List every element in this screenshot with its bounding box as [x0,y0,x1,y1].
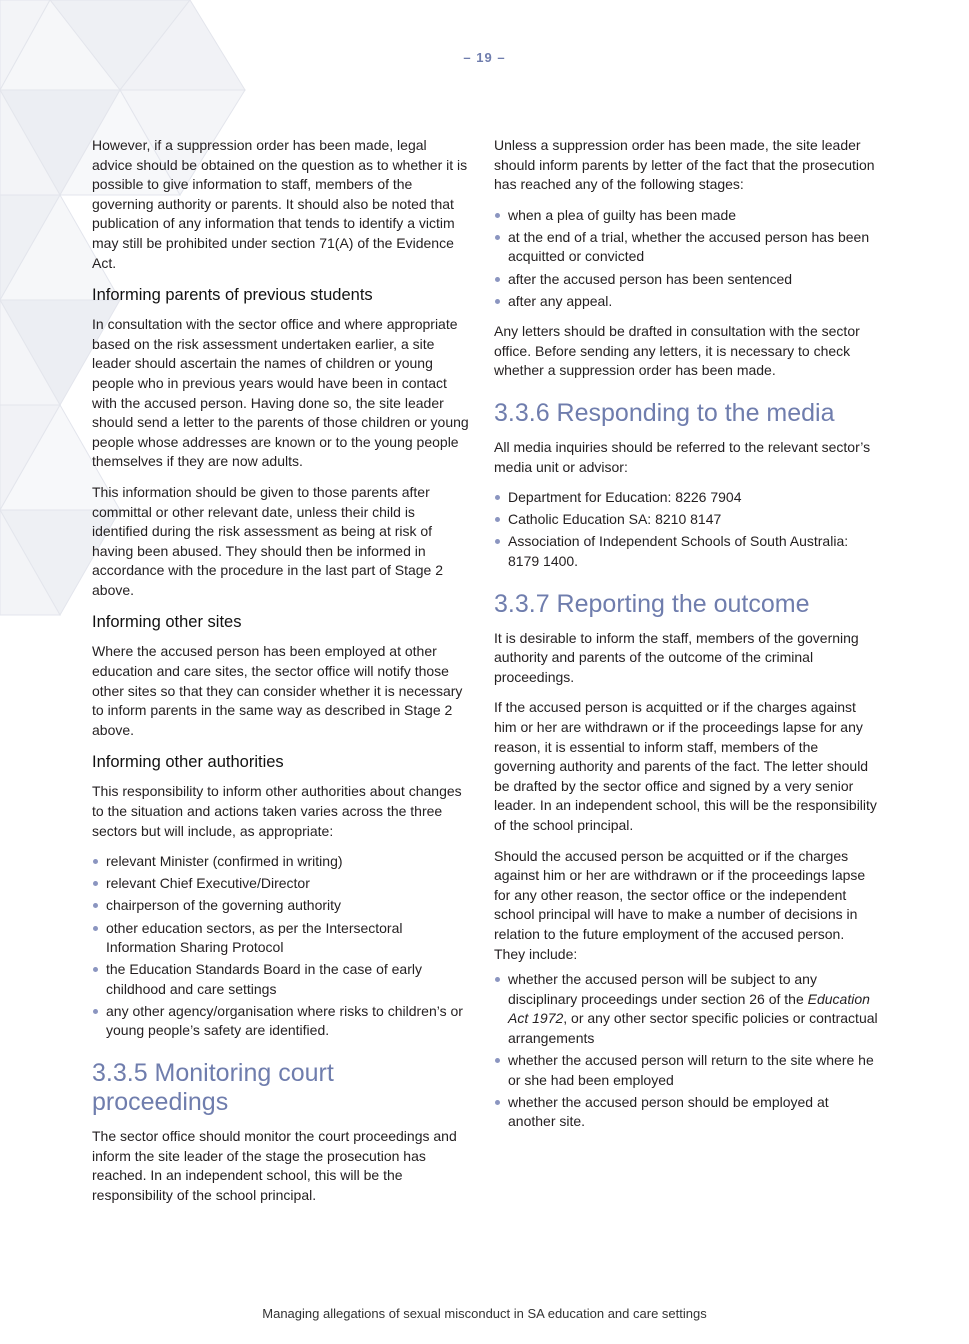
footer-title: Managing allegations of sexual misconduct in SA education and care settings [262,1306,707,1321]
list-item: relevant Chief Executive/Director [92,874,470,894]
list-item: any other agency/organisation where risks to children’s or young people’s safety are identified. [92,1002,470,1041]
left-column [92,136,470,1216]
heading-informing-parents-previous-students: Informing parents of previous students [92,286,373,305]
media-contacts-list [494,488,878,571]
list-item: the Education Standards Board in the case of early childhood and care settings [92,960,470,999]
paragraph-desirable-inform: It is desirable to inform the staff, members of the governing authority and parents of the outcome of the criminal proceedings. [494,629,859,685]
heading-informing-other-sites: Informing other sites [92,613,242,632]
paragraph-future-employment: Should the accused person be acquitted or if the charges against him or her are withdrawn or if the proceedings lapse for any other reason, the sector office or the independent school principal will have to make a number of decisions in relation to the future employment of the accused person. They include: [494,847,866,962]
paragraph-inform-parents-stages: Unless a suppression order has been made, the site leader should inform parents by letter of the fact that the prosecution has reached any of the following stages: [494,137,875,193]
heading-3-3-7-reporting-outcome: 3.3.7 Reporting the outcome [494,589,810,618]
list-item: whether the accused person should be employed at another site. [494,1093,878,1132]
paragraph-suppression-order: However, if a suppression order has been made, legal advice should be obtained on the question as to whether it is possible to give information to staff, members of the governing authority or parents. It should also be noted that publication of any information that tends to identify a victim may still be prohibited under section 71(A) of the Evidence Act. [92,137,468,271]
list-item: Association of Independent Schools of South Australia: 8179 1400. [494,532,878,571]
paragraph-acquitted: If the accused person is acquitted or if the charges against him or her are withdrawn or if the proceedings lapse for any reason, it is essential to inform staff, members of the governing authority and parents of the fact. The letter should be drafted by the sector office and signed by a very senior leader. In an independent school, this will be the responsibility of the school principal. [494,699,877,833]
paragraph-media-inquiries: All media inquiries should be referred to the relevant sector’s media unit or advisor: [494,439,871,475]
list-item: other education sectors, as per the Intersectoral Information Sharing Protocol [92,919,470,958]
list-item: at the end of a trial, whether the accused person has been acquitted or convicted [494,228,878,267]
decision-text: whether the accused person will be subject to any disciplinary proceedings under section 26 of the [508,971,817,1007]
list-item: after any appeal. [494,292,878,312]
paragraph-monitor-court: The sector office should monitor the court proceedings and inform the site leader of the stage the prosecution has reached. In an independent school, this will be the responsibility of the school principal. [92,1128,457,1203]
list-item: chairperson of the governing authority [92,896,470,916]
prosecution-stages-list [494,206,878,311]
education-act-title: Education Act 1972 [508,990,870,1027]
page-number: – 19 – [463,50,506,65]
authorities-list [92,852,470,1041]
list-item: Department for Education: 8226 7904 [494,488,878,508]
decisions-list [494,970,878,1132]
list-item: Catholic Education SA: 8210 8147 [494,510,878,530]
heading-3-3-6-responding-to-media: 3.3.6 Responding to the media [494,399,835,428]
paragraph-committal: This information should be given to those parents after committal or other relevant date, unless their child is identified during the risk assessment as being at risk of having been abused. They should then be informed in accordance with the procedure in the last part of Stage 2 above. [92,483,443,598]
paragraph-letters-drafted: Any letters should be drafted in consultation with the sector office. Before sending any letters, it is necessary to check whether a suppression order has been made. [494,323,860,379]
list-item: after the accused person has been sentenced [494,270,878,290]
list-item: whether the accused person will return to the site where he or she had been employed [494,1051,878,1090]
heading-informing-other-authorities: Informing other authorities [92,753,284,772]
paragraph-other-authorities: This responsibility to inform other authorities about changes to the situation and actions taken varies across the three sectors but will include, as appropriate: [92,783,462,839]
paragraph-other-sites: Where the accused person has been employed at other education and care sites, the sector office will notify those other sites so that they can consider whether it is necessary to inform parents in the same way as described in Stage 2 above. [92,643,463,738]
paragraph-previous-students: In consultation with the sector office and where appropriate based on the risk assessment undertaken earlier, a site leader should ascertain the names of children or young people who in previous years would have been in contact with the accused person. Having done so, the site leader should send a letter to the parents of those children or young people whose addresses are known or to the young people themselves if they are now adults. [92,316,469,470]
decision-text: , or any other sector specific policies or contractual arrangements [508,1010,878,1046]
heading-3-3-5-monitoring-court-proceedings: 3.3.5 Monitoring court proceedings [92,1059,334,1117]
right-column [494,136,878,1143]
list-item: relevant Minister (confirmed in writing) [92,852,470,872]
list-item [494,970,878,1048]
list-item: when a plea of guilty has been made [494,206,878,226]
